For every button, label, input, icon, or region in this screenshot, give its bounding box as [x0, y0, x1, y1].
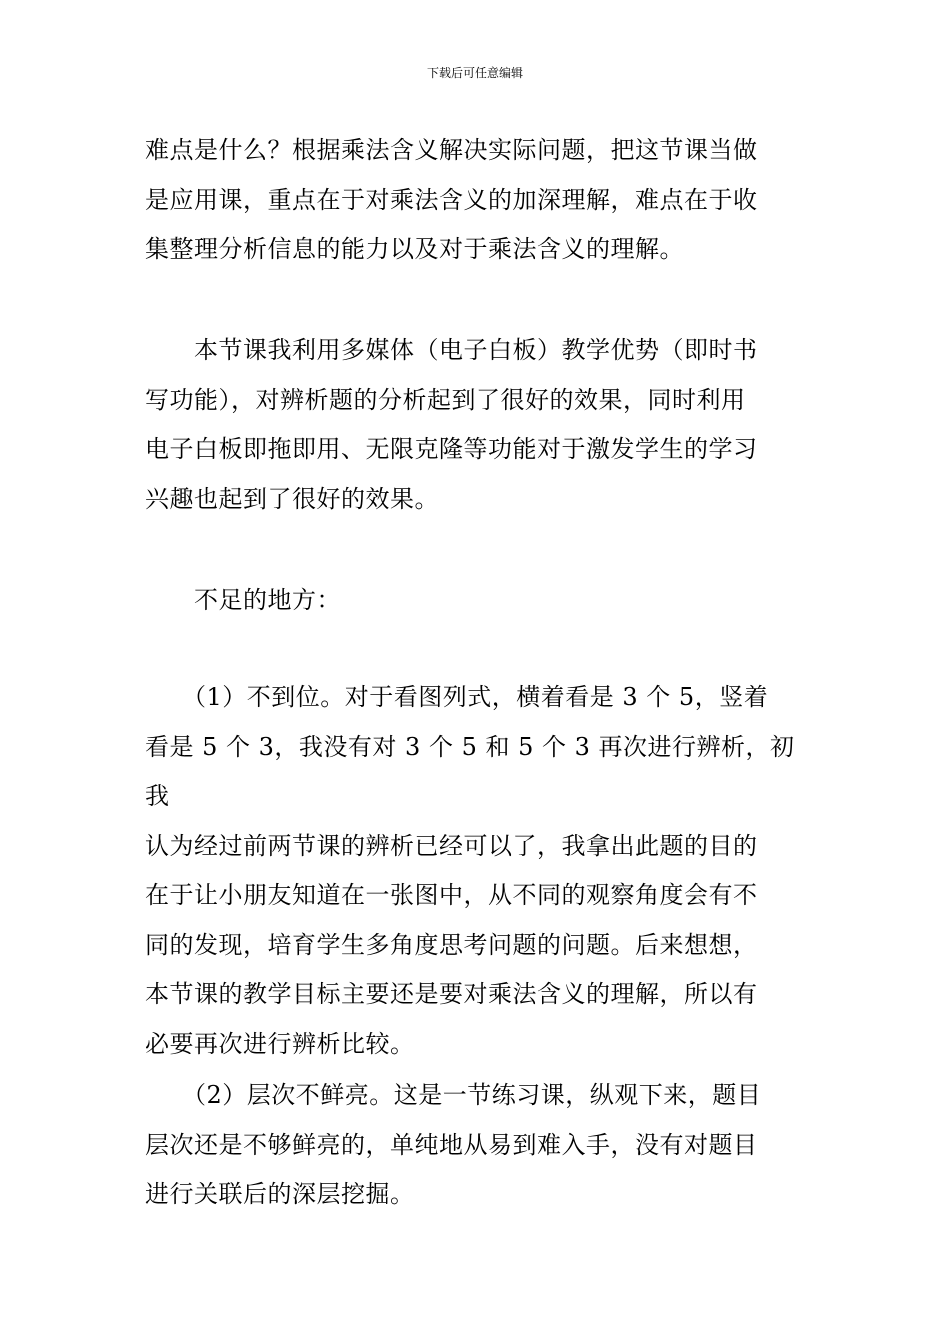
text-line: 兴趣也起到了很好的效果。 [145, 484, 439, 513]
paragraph-multimedia [145, 326, 810, 524]
text-line: 在于让小朋友知道在一张图中，从不同的观察角度会有不 [145, 881, 758, 909]
text-line: 集整理分析信息的能力以及对于乘法含义的理解。 [145, 235, 684, 263]
text-line: 难点是什么？根据乘法含义解决实际问题，把这节课当做 [145, 136, 758, 164]
text-line: 电子白板即拖即用、无限克隆等功能对于激发学生的学习 [145, 435, 758, 463]
paragraph-shortcomings-heading [145, 576, 810, 626]
paragraph-point-2 [145, 1071, 810, 1220]
text-line: 认为经过前两节课的辨析已经可以了，我拿出此题的目的 [145, 831, 758, 860]
text-line: 层次还是不够鲜亮的，单纯地从易到难入手，没有对题目 [145, 1130, 758, 1159]
text-line: 必要再次进行辨析比较。 [145, 1029, 415, 1058]
text-line: 不足的地方： [145, 586, 341, 614]
text-line: （1）不到位。对于看图列式，横着看是 3 个 5，竖着 [145, 683, 769, 711]
text-line: 本节课的教学目标主要还是要对乘法含义的理解，所以有 [145, 980, 758, 1008]
text-line: 同的发现，培育学生多角度思考问题的问题。后来想想， [145, 930, 758, 959]
text-line: 进行关联后的深层挖掘。 [145, 1180, 415, 1208]
text-line: 看是 5 个 3，我没有对 3 个 5 和 5 个 3 再次进行辨析，初我 [145, 732, 795, 810]
page-header: 下载后可任意编辑 [426, 66, 523, 80]
text-line: （2）层次不鲜亮。这是一节练习课，纵观下来，题目 [145, 1081, 762, 1109]
paragraph-difficulty [145, 126, 810, 275]
text-line: 本节课我利用多媒体（电子白板）教学优势（即时书 [145, 336, 758, 364]
text-line: 是应用课，重点在于对乘法含义的加深理解，难点在于收 [145, 185, 758, 214]
paragraph-point-1 [145, 673, 810, 1069]
text-line: 写功能），对辨析题的分析起到了很好的效果，同时利用 [145, 385, 746, 414]
